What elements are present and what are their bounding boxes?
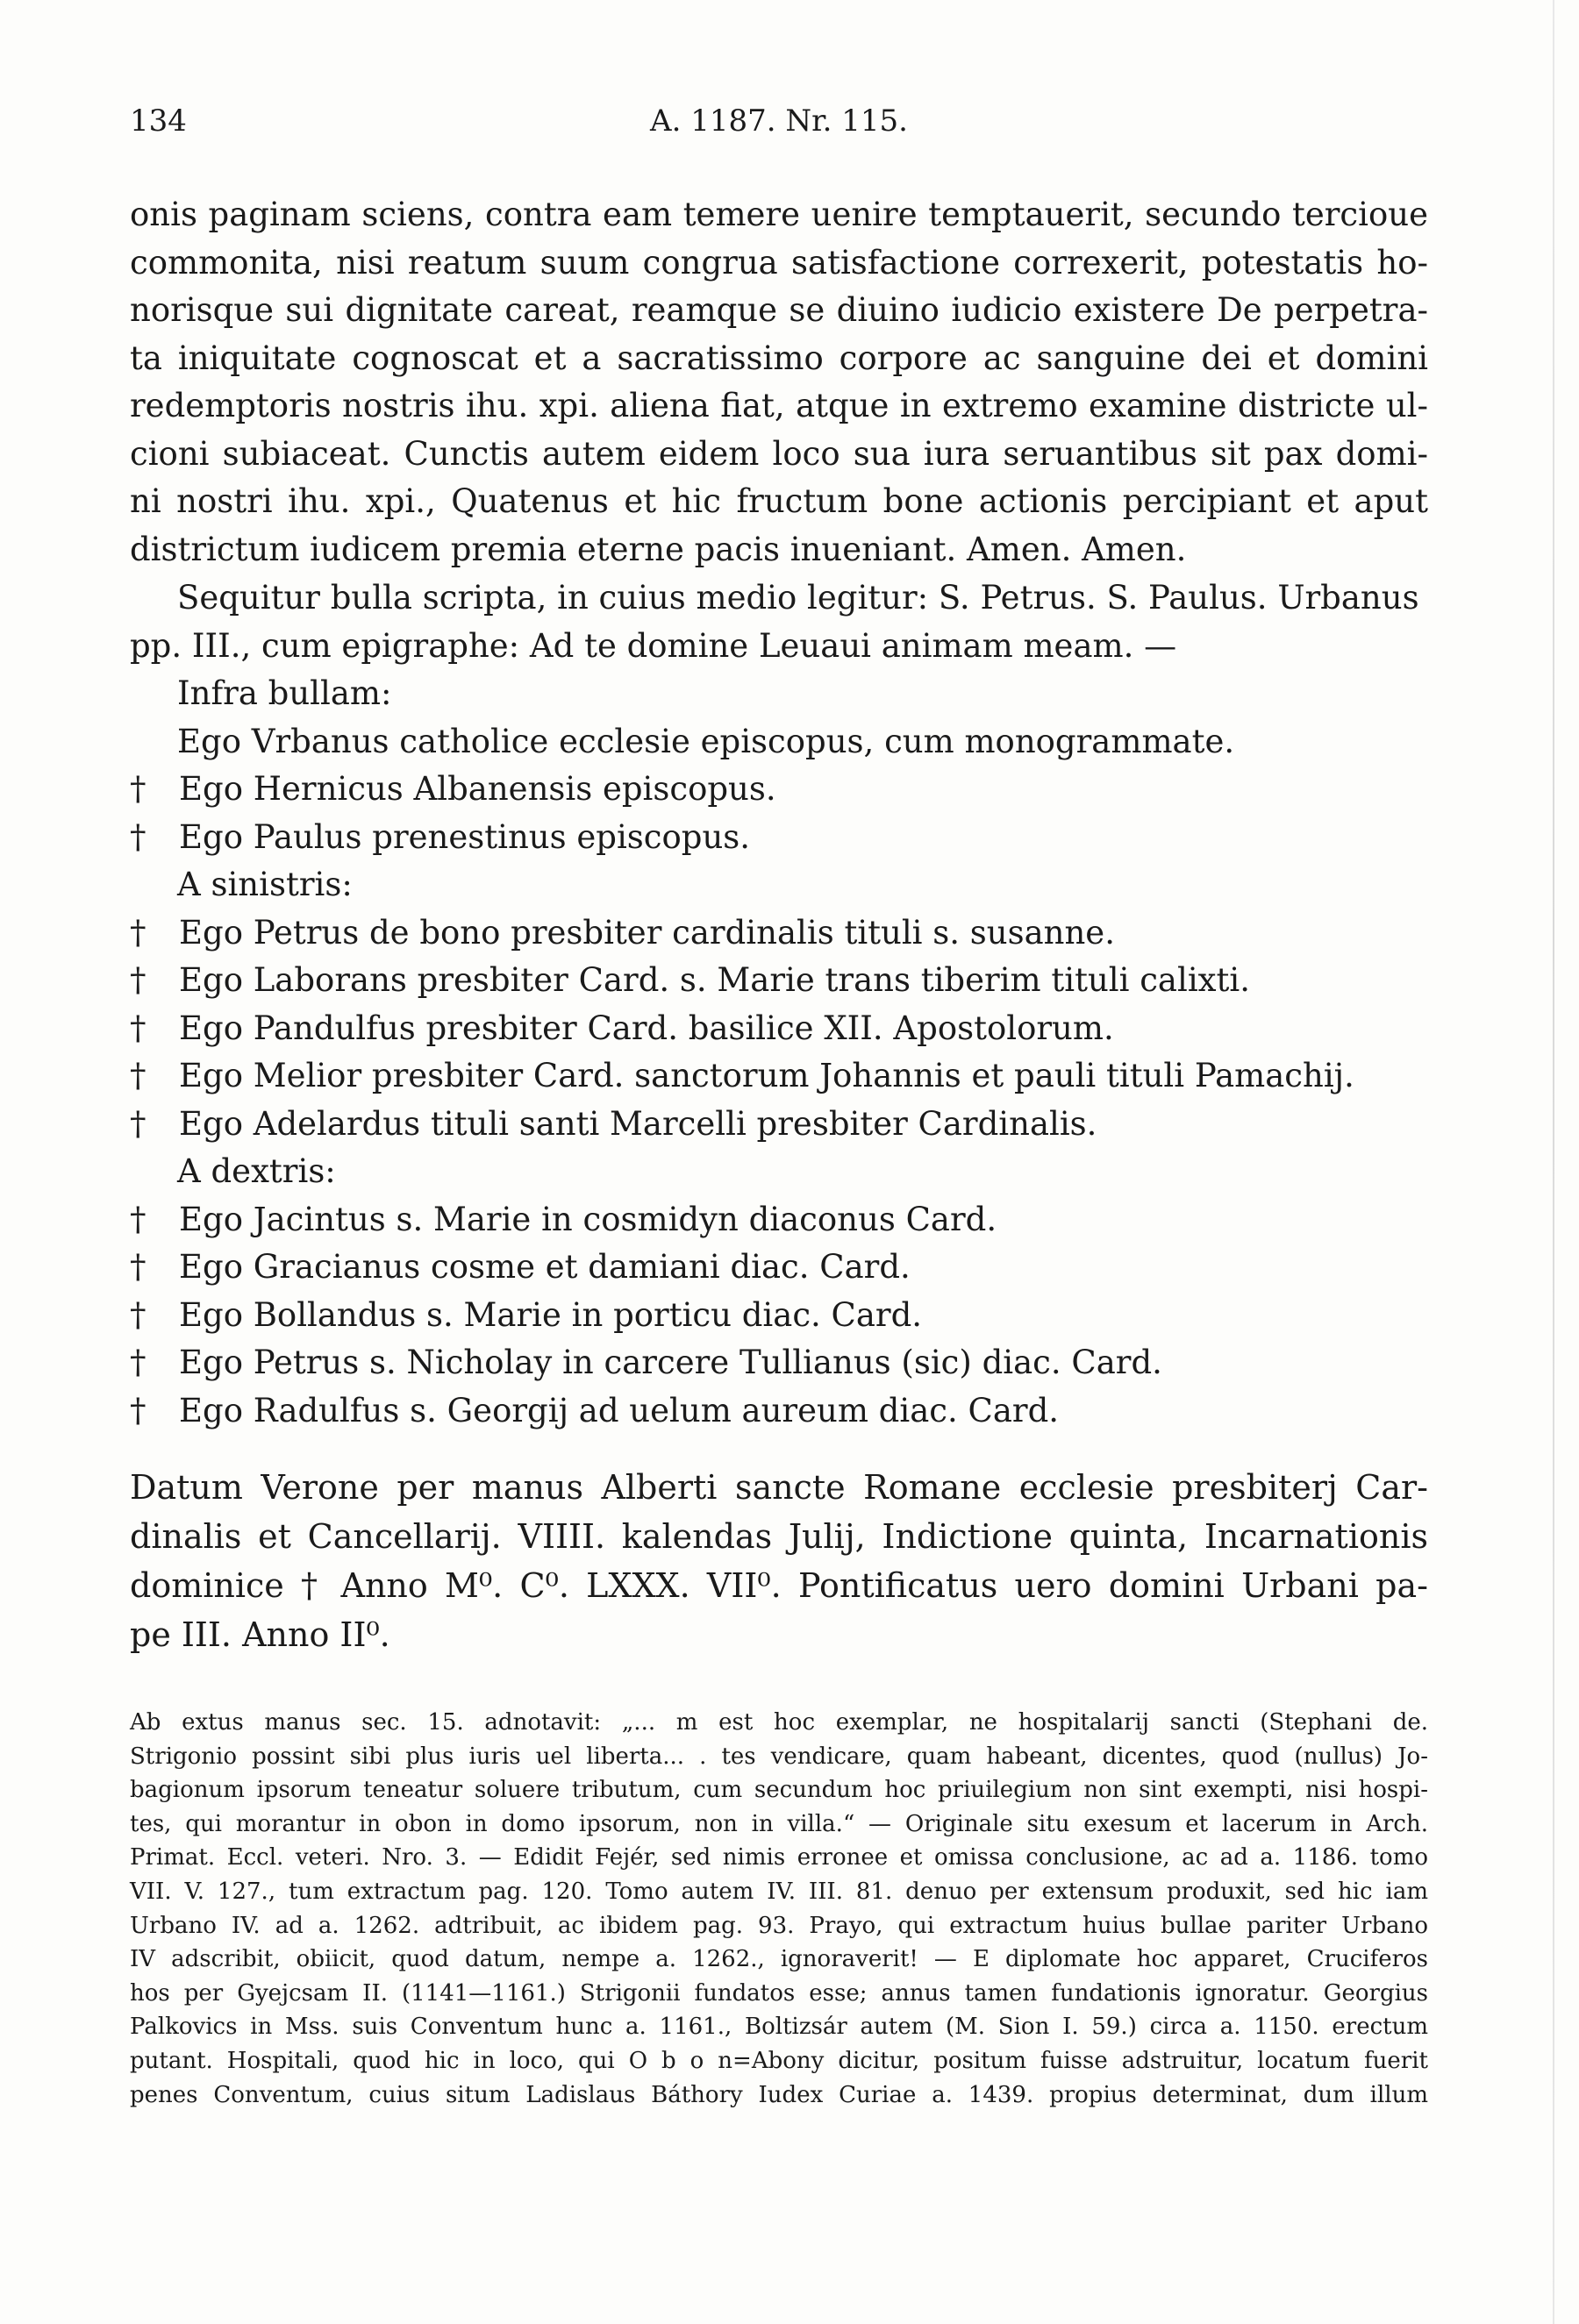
signature-text: Ego Gracianus cosme et damiani diac. Card. bbox=[179, 1248, 911, 1286]
cross-icon: † bbox=[130, 913, 146, 952]
signature-text: Ego Laborans presbiter Card. s. Marie trans tiberim tituli calixti. bbox=[179, 961, 1250, 999]
cross-icon: † bbox=[130, 1200, 146, 1238]
signature-text: pp. III., cum epigraphe: Ad te domine Leuaui animam meam. — bbox=[130, 626, 1177, 665]
datum-line: pe III. Anno II⁰. bbox=[130, 1615, 390, 1654]
footnote-line: Ab extus manus sec. 15. adnotavit: „... m est hoc exemplar, ne hospitalarij sancti (Stephani de. bbox=[130, 1709, 1428, 1736]
running-head: A. 1187. Nr. 115. bbox=[650, 103, 908, 139]
footnote-line: Palkovics in Mss. suis Conventum hunc a. 1161., Boltizsár autem (M. Sion I. 59.) circa a. 1150. erectum bbox=[130, 2014, 1428, 2041]
signature-text: Ego Hernicus Albanensis episcopus. bbox=[179, 770, 776, 808]
cross-icon: † bbox=[130, 1009, 146, 1047]
signature-heading bbox=[130, 574, 1428, 623]
signature-text: Ego Adelardus tituli santi Marcelli presbiter Cardinalis. bbox=[179, 1104, 1097, 1143]
signature-text: Sequitur bulla scripta, in cuius medio legitur: S. Petrus. S. Paulus. Urbanus bbox=[177, 579, 1419, 617]
intro-line: ni nostri ihu. xpi., Quatenus et hic fructum bone actionis percipiant et aput bbox=[130, 482, 1428, 520]
intro-line: commonita, nisi reatum suum congrua satisfactione correxerit, potestatis ho- bbox=[130, 243, 1428, 282]
signature-heading bbox=[130, 1148, 1428, 1196]
footnote-line: Urbano IV. ad a. 1262. adtribuit, ac ibidem pag. 93. Prayo, qui extractum huius bullae pariter Urbano bbox=[130, 1912, 1428, 1939]
footnote-line: IV adscribit, obiicit, quod datum, nempe a. 1262., ignoraverit! — E diplomate hoc apparet, Cruciferos bbox=[130, 1946, 1428, 1973]
signature-line bbox=[130, 1292, 1428, 1340]
signature-text: Ego Jacintus s. Marie in cosmidyn diaconus Card. bbox=[179, 1200, 997, 1238]
datum-line: dominice † Anno M⁰. C⁰. LXXX. VII⁰. Pontificatus uero domini Urbani pa- bbox=[130, 1566, 1428, 1605]
signature-text: Ego Paulus prenestinus episcopus. bbox=[179, 817, 751, 856]
signature-line bbox=[130, 1339, 1428, 1387]
margin-edge bbox=[1553, 0, 1554, 2324]
signature-heading bbox=[130, 670, 1428, 718]
cross-icon: † bbox=[130, 1344, 146, 1381]
signature-line bbox=[130, 1101, 1428, 1149]
signature-line bbox=[130, 909, 1428, 958]
cross-icon: † bbox=[130, 1248, 146, 1286]
signature-line bbox=[130, 1005, 1428, 1053]
signature-line bbox=[130, 957, 1428, 1005]
signature-line bbox=[130, 1244, 1428, 1292]
signature-line bbox=[130, 1387, 1428, 1436]
footnote-line: tes, qui morantur in obon in domo ipsorum, non in villa.“ — Originale situ exesum et lacerum in Arch. bbox=[130, 1810, 1428, 1837]
signature-line bbox=[130, 814, 1428, 862]
intro-line: ta iniquitate cognoscat et a sacratissimo corpore ac sanguine dei et domini bbox=[130, 339, 1428, 377]
cross-icon: † bbox=[130, 817, 146, 856]
intro-line: cioni subiaceat. Cunctis autem eidem loco sua iura seruantibus sit pax domi- bbox=[130, 434, 1428, 473]
signature-text: Ego Petrus s. Nicholay in carcere Tullianus (sic) diac. Card. bbox=[179, 1344, 1162, 1381]
intro-line: onis paginam sciens, contra eam temere uenire temptauerit, secundo tercioue bbox=[130, 196, 1428, 233]
signature-text: Ego Bollandus s. Marie in porticu diac. Card. bbox=[179, 1295, 923, 1334]
intro-line: norisque sui dignitate careat, reamque se diuino iudicio existere De perpetra- bbox=[130, 291, 1428, 329]
signature-text: Ego Melior presbiter Card. sanctorum Johannis et pauli tituli Pamachij. bbox=[179, 1057, 1354, 1094]
signature-text: Ego Radulfus s. Georgij ad uelum aureum diac. Card. bbox=[179, 1391, 1060, 1429]
intro-line: redemptoris nostris ihu. xpi. aliena fiat, atque in extremo examine districte ul- bbox=[130, 387, 1428, 424]
intro-line: districtum iudicem premia eterne pacis inueniant. Amen. Amen. bbox=[130, 530, 1187, 568]
page-number: 134 bbox=[130, 103, 187, 139]
cross-icon: † bbox=[130, 770, 146, 808]
cross-icon: † bbox=[130, 961, 146, 999]
footnote-line: penes Conventum, cuius situm Ladislaus Báthory Iudex Curiae a. 1439. propius determinat, dum illum bbox=[130, 2081, 1428, 2108]
signature-list bbox=[130, 574, 1428, 1435]
signature-text: Infra bullam: bbox=[177, 674, 392, 712]
footnote-line: Strigonio possint sibi plus iuris uel liberta... . tes vendicare, quam habeant, dicentes, quod (nullus) Jo- bbox=[130, 1743, 1428, 1770]
signature-text: Ego Pandulfus presbiter Card. basilice XII. Apostolorum. bbox=[179, 1009, 1114, 1047]
signature-line bbox=[130, 766, 1428, 814]
footnote-line: putant. Hospitali, quod hic in loco, qui O b o n=Abony dicitur, positum fuisse adstruitur, locatum fuerit bbox=[130, 2047, 1428, 2074]
datum-paragraph bbox=[130, 1463, 1428, 1659]
intro-paragraph bbox=[130, 191, 1428, 574]
footnote-line: hos per Gyejcsam II. (1141—1161.) Strigonii fundatos esse; annus tamen fundationis ignoratur. Georgius bbox=[130, 1979, 1428, 2007]
signature-heading bbox=[130, 718, 1428, 766]
signature-heading bbox=[130, 861, 1428, 909]
signature-heading bbox=[130, 623, 1428, 671]
footnote-line: Primat. Eccl. veteri. Nro. 3. — Edidit Fejér, sed nimis erronee et omissa conclusione, ac ad a. 1186. tomo bbox=[130, 1844, 1428, 1871]
cross-icon: † bbox=[130, 1057, 146, 1094]
footnote-block bbox=[130, 1706, 1428, 2112]
cross-icon: † bbox=[130, 1104, 146, 1143]
signature-text: Ego Vrbanus catholice ecclesie episcopus, cum monogrammate. bbox=[177, 722, 1235, 760]
signature-text: Ego Petrus de bono presbiter cardinalis tituli s. susanne. bbox=[179, 913, 1115, 952]
page-header bbox=[130, 103, 1428, 146]
signature-line bbox=[130, 1052, 1428, 1101]
signature-line bbox=[130, 1196, 1428, 1244]
cross-icon: † bbox=[130, 1391, 146, 1429]
signature-text: A dextris: bbox=[177, 1152, 336, 1190]
datum-line: Datum Verone per manus Alberti sancte Romane ecclesie presbiterj Car- bbox=[130, 1468, 1428, 1507]
signature-text: A sinistris: bbox=[177, 866, 353, 903]
datum-line: dinalis et Cancellarij. VIIII. kalendas Julij, Indictione quinta, Incarnationis bbox=[130, 1517, 1428, 1556]
footnote-line: bagionum ipsorum teneatur soluere tributum, cum secundum hoc priuilegium non sint exempti, nisi hospi- bbox=[130, 1777, 1428, 1804]
cross-icon: † bbox=[130, 1295, 146, 1334]
footnote-line: VII. V. 127., tum extractum pag. 120. Tomo autem IV. III. 81. denuo per extensum produxit, sed hic iam bbox=[130, 1878, 1428, 1905]
